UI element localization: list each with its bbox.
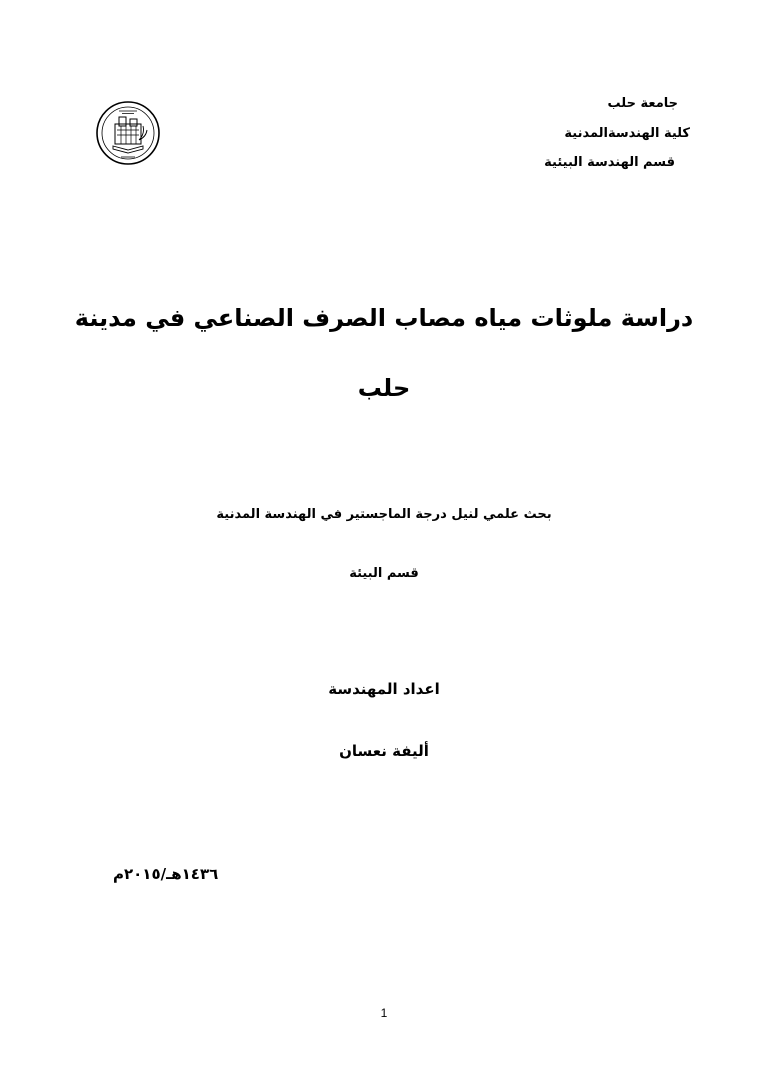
page-number: 1 [380,1006,388,1020]
faculty-name: كلية الهندسةالمدنية [564,126,690,141]
prepared-by-label: اعداد المهندسة [328,680,440,698]
thesis-title-line-1: دراسة ملوثات مياه مصاب الصرف الصناعي في مدينة [74,304,694,332]
department-name: قسم الهندسة البيئية [544,155,675,170]
university-seal-icon [95,100,161,166]
author-name: أليفة نعسان [339,742,429,760]
thesis-title-line-2: حلب [357,374,411,402]
degree-department: قسم البيئة [349,566,419,581]
degree-description: بحث علمي لنيل درجة الماجستير في الهندسة المدنية [216,507,552,522]
submission-date: ١٤٣٦هـ/٢٠١٥م [113,865,219,883]
university-name: جامعة حلب [607,96,678,111]
